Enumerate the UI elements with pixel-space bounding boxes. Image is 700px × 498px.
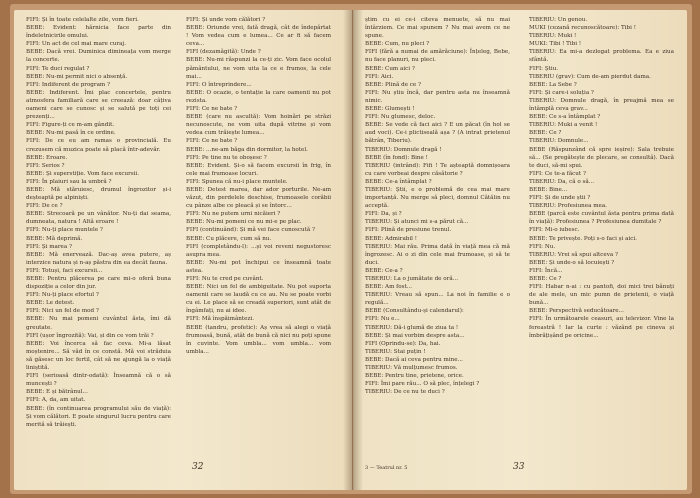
dialogue-line: TIBERIU: La o jumătate de oră...	[365, 276, 458, 282]
dialogue-line: FIFI (fără a numai de amărăciune): Înțeleg, Bebe, nu face planuri, nu pleci.	[365, 49, 510, 64]
dialogue-line: BEBE: (în continuarea programului său de viață): Și vom călători. E poate singurul lucru pentru care merită să trăiești.	[26, 405, 171, 428]
dialogue-line: FIFI: O întreprindere...	[186, 81, 252, 88]
dialogue-line: TIBERIU: De ce nu te duci ?	[365, 389, 445, 396]
dialogue-line: știm cu ei ce-i citeva menuete, să nu mai întârziem. Ce mai spunem ? Nu mai avem ce ne spune.	[365, 17, 510, 40]
dialogue-line: BEBE: Nu-mi pot închipui ce înseamnă toate astea.	[186, 259, 331, 274]
dialogue-line: BEBE: Dacă vrei. Duminica dimineața vom merge la concerte.	[26, 49, 171, 64]
right-page	[353, 10, 687, 490]
dialogue-line: FIFI: Nu.	[529, 243, 556, 250]
dialogue-line: BEBE: Și unde-o să locuiești ?	[529, 259, 615, 266]
dialogue-line: FIFI: Indiferent de program ?	[26, 81, 110, 88]
dialogue-line: BEBE: Oriunde vrei, fată dragă, cât de îndepărtat ! Vom vedea cum e lumea... Ce ar fi să facem ceva...	[186, 25, 331, 48]
right-page-number: 33	[513, 462, 525, 472]
dialogue-line: BEBE (în fond): Bine !	[365, 154, 428, 161]
dialogue-line: BEBE: Indiferent. Îmi plac concertele, pentru atmosfera familiară care se creează: doar câțiva oameni care se cunosc și se salută pe toți cei prezenți...	[26, 89, 171, 121]
dialogue-line: FIFI (serioasă dintr-odată): Înseamnă că o să muncești ?	[26, 373, 171, 388]
dialogue-line: FIFI: Habar n-ai : cu pantofi, doi mici trei bănuți de ale mele, un mic pumn de prietenii, o viață bună...	[529, 284, 674, 307]
dialogue-line: BEBE: Nu mai pomeni cuvântul ăsta, îmi dă greutate.	[26, 316, 171, 331]
dialogue-line: FIFI: Și de unde știi ?	[529, 195, 591, 202]
dialogue-line: BEBE: Am fost...	[365, 284, 413, 291]
dialogue-line: MUKI: Tibi ! Tibi !	[529, 41, 582, 48]
dialogue-line: TIBERIU: Vreau să spun... La noi în familie e o regulă...	[365, 292, 510, 307]
dialogue-line: BEBE (parcă este cuvântul ăsta pentru prima dată în viață): Profesiunea ? Profesiunea dumitale ?	[529, 211, 674, 226]
dialogue-line: FIFI: A, da, am uitat.	[26, 397, 86, 404]
dialogue-line: FIFI: Știu.	[529, 65, 559, 72]
dialogue-line: BEBE: Mă enervează. Dac-aș avea putere, aș interzice natura și n-aș păstra din ea decât fauna.	[26, 251, 171, 266]
dialogue-line: TIBERIU: Mai rău. Prima dată în viață mea că mă îngrozesc. Ai o zi din cele mai frumoase, și să te duci.	[365, 243, 510, 266]
dialogue-line: TIBERIU: Dă-i glumă de ziua ta !	[365, 324, 459, 331]
dialogue-line: BEBE: Ce-a întâmplat ?	[365, 178, 432, 185]
dialogue-line: BEBE: Glumești !	[365, 106, 415, 113]
dialogue-line: BEBE: La Sebe ?	[529, 81, 577, 88]
dialogue-line: FIFI: În plaiuri sau la umbră ?	[26, 178, 112, 185]
dialogue-line: BEBE: Voi încerca să fac ceva. Mi-a lăsat moștenire... Să văd în ce constă. Mă voi străduia să găsesc un loc fertil, cât să ne ajungă la o viață liniștită.	[26, 340, 171, 372]
dialogue-line: FIFI: Pe tine nu te oboșesc ?	[186, 154, 267, 161]
dialogue-line: FIFI: De ce ?	[26, 203, 63, 210]
dialogue-line: FIFI: Nu-ți place efortul ?	[26, 292, 99, 299]
dialogue-line: BEBE: Ce ?	[529, 130, 562, 137]
dialogue-line: FIFI: În următoarele ceasuri, au televizor. Vine la fereastră ! Iar la curte : văzând pe cineva și îmbrățișând pe oricine...	[529, 316, 674, 339]
dialogue-line: BEBE: Perspectivă seducătoare...	[529, 308, 624, 315]
dialogue-line: FIFI: Ce ne bate ?	[186, 106, 238, 113]
right-page-column-2	[529, 16, 674, 340]
dialogue-line: BEBE (tandru, profetic): Aș vrea să alegi o viață frumoasă, bună, atât de bună că nici nu poți spune în cuvinte. Vom umbla... vom umbla... vom umbla...	[186, 324, 331, 355]
dialogue-line: FIFI: Mă înspăimântezi.	[186, 316, 254, 323]
dialogue-line: BEBE: ...ne-am băga din dormitor, la hotel.	[186, 146, 308, 153]
dialogue-line: FIFI: Da, și ?	[365, 211, 402, 218]
dialogue-line: FIFI: Și în toate celelalte zile, vom fieri.	[26, 17, 139, 23]
dialogue-line: BEBE: E și bătrânul...	[26, 389, 88, 396]
dialogue-line: TIBERIU (grav): Cum de-am pierdut dama.	[529, 73, 651, 80]
dialogue-line: BEBE: Și superstiție. Vom face excursii.	[26, 170, 140, 177]
dialogue-line: BEBE: Plină de ce ?	[365, 81, 421, 88]
right-page-column-1	[365, 16, 510, 396]
dialogue-line: BEBE: Strecoară pe un vânător. Nu-ți dai seama, dumneata, natura ! Altă eroare !	[26, 211, 171, 226]
dialogue-line: TIBERIU: Domnule dragă !	[365, 146, 442, 153]
dialogue-line: FIFI: Încă...	[529, 267, 563, 274]
dialogue-line: BEBE: Ce s-a întâmplat ?	[529, 114, 601, 121]
dialogue-line: BEBE: Pentru plăcerea pe care mi-o oferă buna dispoziție a celor din jur.	[26, 276, 171, 291]
dialogue-line: TIBERIU: Și atunci mi s-a părut că...	[365, 219, 469, 226]
dialogue-line: FIFI: Îmi pare rău... O să plec, înțelegi ?	[365, 381, 480, 388]
dialogue-line: BEBE: Ce-a ?	[365, 267, 403, 274]
dialogue-line: FIFI: Nu glumesc, deloc.	[365, 114, 436, 121]
left-page-column-1	[26, 16, 171, 429]
dialogue-line: FIFI: Mi-o iubesc.	[529, 227, 580, 234]
dialogue-line: BEBE (Răspunzând că spre ieșire): Sala trebuie să... (Se pregătește de plecare, se consultă). Dacă te duci, să-mi spui.	[529, 146, 674, 169]
dialogue-line: FIFI: Aici.	[365, 73, 394, 80]
dialogue-line: FIFI: Ce ne bate ?	[186, 138, 238, 145]
dialogue-line: BEBE: Nu-mi permit nici o absență.	[26, 73, 128, 80]
dialogue-line: TIBERIU: Da, că o să...	[529, 178, 595, 185]
dialogue-line: MUKI (cezană recunoscătoare): Tibi !	[529, 25, 636, 32]
dialogue-line: TIBERIU: Vă mulțumesc frumos.	[365, 365, 458, 372]
dialogue-line: FIFI: Serios ?	[26, 162, 65, 169]
dialogue-line: FIFI (Oprindu-se): Da, hai.	[365, 340, 441, 347]
dialogue-line: FIFI: Spunea că nu-i place muntele.	[186, 178, 288, 185]
left-page-number: 32	[192, 462, 204, 472]
dialogue-line: BEBE: Nici un fel de ambiguitate. Nu pot suporta oamenii care se laudă cu ce au. Nu se poate vorbi cu ei. Le place să se creadă superiori, sunt atât de îngâmfați, nu ai idee.	[186, 284, 331, 315]
dialogue-line: TIBERIU: Ea mi-a dezlegat problema. Ea e ziua sfântă.	[529, 49, 674, 64]
dialogue-line: FIFI: Plină de presiune trenul.	[365, 227, 452, 234]
dialogue-line: BEBE: Nu-mi răspunzi la ce-ți zic. Vom face ocolul pământului, ne vom uita la ce e frumos, la cele mai...	[186, 57, 331, 80]
dialogue-line: BEBE: Admirabil !	[365, 235, 417, 242]
dialogue-line: TIBERIU: Domnule...	[529, 138, 589, 145]
dialogue-line: BEBE: Mă deprimă.	[26, 235, 83, 242]
dialogue-line: BEBE: Cum aici ?	[365, 65, 415, 72]
dialogue-line: BEBE: Nu-mi pasă în ce ordine.	[26, 130, 116, 137]
dialogue-line: BEBE: Se vede că faci aici ? E un păcat (în hol se aud voci). Ce-i plictiseală așa ? (A intrat prietenul bătrân, Tiberiu).	[365, 122, 510, 145]
dialogue-line: FIFI: Nu-ți place muntele ?	[26, 227, 103, 234]
right-page-footer: 3 — Teatrul nr. 5	[365, 465, 408, 471]
left-page-column-2	[186, 16, 331, 356]
left-page	[14, 10, 352, 490]
dialogue-line: BEBE: Dacă ai ceva pentru mine...	[365, 356, 463, 363]
dialogue-line: FIFI: Nu e...	[365, 316, 400, 323]
dialogue-line: FIFI: Nu te cred pe cuvânt.	[186, 276, 264, 282]
dialogue-line: BEBE: Eroare.	[26, 154, 68, 161]
dialogue-line: BEBE: Bine...	[529, 186, 568, 193]
dialogue-line: FIFI: Nu ne putem urni nicăieri ?	[186, 211, 281, 218]
dialogue-line: BEBE: Și mai vorbim despre asta...	[365, 332, 465, 339]
dialogue-line: TIBERIU: Un genou.	[529, 17, 588, 23]
dialogue-line: FIFI: Nici un fel de mod ?	[26, 308, 99, 315]
dialogue-line: TIBERIU: Muki a venit !	[529, 122, 598, 129]
dialogue-line: BEBE: Evident: hărnicia face parte din îndeletnicirile omului.	[26, 25, 171, 40]
dialogue-line: FIFI (dezamăgită): Unde ?	[186, 49, 261, 56]
dialogue-line: BEBE: Le detest.	[26, 300, 75, 307]
dialogue-line: FIFI: Și marea ?	[26, 243, 72, 250]
dialogue-line: TIBERIU: Domnule dragă, în preajmă mea se întâmplă ceva grav...	[529, 97, 674, 113]
dialogue-line: FIFI: Figure-ți ce m-am gândit.	[26, 122, 115, 129]
dialogue-line: TIBERIU (intrând): Fifi ! Te așteaptă domnișoara cu care vorbeai despre căsătorie ?	[365, 162, 510, 177]
open-book	[10, 4, 692, 494]
dialogue-line: FIFI: Totuși, faci excursii...	[26, 267, 103, 274]
dialogue-line: TIBERIU: Știi, e o problemă de cea mai mare importanță. Nu merge să pleci, domnul Cătălin nu acceptă.	[365, 186, 510, 210]
dialogue-line: BEBE: Nu-mi pomeni ce nu mi-e pe plac.	[186, 219, 302, 226]
dialogue-line: FIFI: Ce te-a făcut ?	[529, 170, 586, 177]
dialogue-line: FIFI (ușor îngrozită): Vai, și din ce vom trăi ?	[26, 332, 154, 339]
dialogue-line: FIFI: Și unde vom călători ?	[186, 17, 266, 23]
dialogue-line: FIFI (completându-l): ...și voi reveni negustoresc asupra mea.	[186, 243, 331, 258]
dialogue-line: FIFI: Nu știu încă, dar pentru asta nu înseamnă nimic.	[365, 89, 510, 104]
book-gutter	[343, 10, 363, 490]
dialogue-line: TIBERIU: Profesiunea mea.	[529, 203, 607, 210]
dialogue-line: BEBE (care nu ascultă): Vom hoinări pe străzi necunoscute, ne vom uita după vitrine și vom vedea cum trăiește lumea...	[186, 114, 331, 137]
dialogue-line: FIFI (continuând): Și mă vei face cunoscută ?	[186, 227, 316, 234]
dialogue-line: FIFI: De ce eu am ramas o provincială. Eu crezusem că muzica poate să placă într-adevăr.	[26, 138, 171, 153]
dialogue-line: BEBE: Detest marea, dar ador porturile. Ne-am văzut, din perdelele deschise, frumoasele corăbii cu pânze albe ce pleacă și se întorc...	[186, 186, 331, 210]
dialogue-line: BEBE: O ocazie, o tentație la care oamenii nu pot rezista.	[186, 89, 331, 104]
dialogue-line: FIFI: Un act de cel mai mare curaj.	[26, 41, 126, 48]
dialogue-line: BEBE: Cu plăcere, cum să nu.	[186, 235, 272, 242]
dialogue-line: FIFI: Și care-i soluția ?	[529, 89, 594, 96]
dialogue-line: BEBE (Consultându-și calendarul):	[365, 308, 464, 315]
dialogue-line: TIBERIU: Stai puțin !	[365, 348, 426, 355]
dialogue-line: BEBE: Pentru tine, prietene, orice.	[365, 373, 464, 380]
dialogue-line: BEBE: Mă stăruiesc, drumul îngrozitor și-i deșteaptă pe alpiniști.	[26, 186, 171, 202]
dialogue-line: BEBE: Ce ?	[529, 276, 562, 282]
dialogue-line: TIBERIU: Muki !	[529, 33, 577, 40]
dialogue-line: BEBE: Evident. Și-o să facem excursii în frig, în cele mai frumoase locuri.	[186, 162, 331, 177]
dialogue-line: FIFI: Te duci regulat ?	[26, 65, 90, 72]
dialogue-line: TIBERIU: Vrei să spui altceva ?	[529, 251, 619, 258]
dialogue-line: BEBE: Cum, nu pleci ?	[365, 41, 430, 48]
dialogue-line: BEBE: Te privește. Poți s-o faci și aici.	[529, 235, 637, 242]
